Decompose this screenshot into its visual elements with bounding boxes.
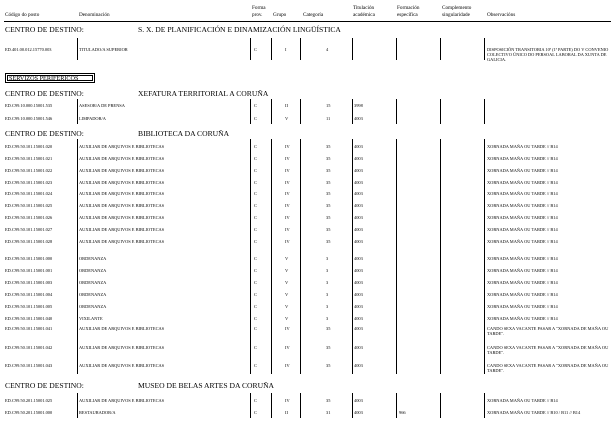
cell-categoria: 3 [326, 292, 329, 297]
column-divider [396, 139, 397, 374]
cell-denominacion: AUXILIAR DE ARQUIVOS E BIBLIOTECAS [79, 345, 165, 350]
cell-code: ED.C99.50.101.15001.043 [5, 363, 53, 368]
cell-observacions: XORNADA MAÑA OU TARDE // B14 [487, 168, 558, 173]
cell-denominacion: ORDENANZA [79, 268, 107, 273]
cell-observacions: XORNADA MAÑA OU TARDE // B14 [487, 215, 558, 220]
cell-denominacion: ORDENANZA [79, 280, 107, 285]
cell-grupo: IV [285, 144, 290, 149]
center-name: XEFATURA TERRITORIAL A CORUÑA [138, 89, 269, 98]
cell-titulacion: 4003 [354, 398, 363, 403]
header-complemento-line1: Complemento [442, 5, 472, 11]
cell-forma: C [254, 292, 257, 297]
cell-grupo: IV [285, 168, 290, 173]
cell-code: ED.C99.10.000.15001.535 [5, 103, 53, 108]
cell-observacions: CANDO SEXA VACANTE PASAR A "XORNADA DE MAÑA OU TARDE". [487, 345, 609, 355]
cell-observacions: XORNADA MAÑA OU TARDE // B14 [487, 268, 558, 273]
cell-grupo: V [285, 292, 289, 297]
cell-observacions: XORNADA MAÑA OU TARDE // B14 [487, 144, 558, 149]
cell-titulacion: 4003 [354, 345, 363, 350]
cell-observacions: CANDO SEXA VACANTE PASAR A "XORNADA DE MAÑA OU TARDE". [487, 326, 609, 336]
cell-grupo: IV [285, 326, 290, 331]
cell-denominacion: AUXILIAR DE ARQUIVOS E BIBLIOTECAS [79, 144, 165, 149]
cell-denominacion: ASESOR/A DE PRENSA [79, 103, 125, 108]
cell-denominacion: ORDENANZA [79, 256, 107, 261]
cell-code: ED.C99.10.000.15001.546 [5, 116, 53, 121]
cell-forma: C [254, 191, 257, 196]
cell-categoria: 35 [326, 326, 331, 331]
cell-forma: C [254, 227, 257, 232]
cell-denominacion: RESTAURADOR/A [79, 410, 116, 415]
column-divider [352, 393, 353, 418]
cell-denominacion: AUXILIAR DE ARQUIVOS E BIBLIOTECAS [79, 203, 165, 208]
cell-categoria: 35 [326, 215, 331, 220]
column-divider [300, 139, 301, 374]
cell-observacions: DISPOSICIÓN TRANSITORIA 10ª (1ª PARTE) DO V CONVENIO COLECTIVO ÚNICO DO PERSOAL LABORAL DA XUNTA DE GALICIA. [487, 47, 609, 62]
cell-code: ED.C99.50.101.15001.022 [5, 168, 53, 173]
cell-forma: C [254, 168, 257, 173]
cell-grupo: IV [285, 398, 290, 403]
cell-titulacion: 4003 [354, 203, 363, 208]
cell-forma: C [254, 203, 257, 208]
cell-forma: C [254, 215, 257, 220]
cell-forma: C [254, 180, 257, 185]
cell-code: ED.C99.50.101.15001.005 [5, 304, 53, 309]
center-label: CENTRO DE DESTINO: [5, 129, 84, 138]
cell-categoria: 3 [326, 316, 329, 321]
column-divider [484, 393, 485, 418]
center-label: CENTRO DE DESTINO: [5, 89, 84, 98]
cell-denominacion: AUXILIAR DE ARQUIVOS E BIBLIOTECAS [79, 326, 165, 331]
cell-observacions: XORNADA MAÑA OU TARDE // B10 / B11 // B14 [487, 410, 581, 415]
cell-grupo: I [285, 47, 287, 52]
cell-code: ED.C99.50.101.15001.001 [5, 268, 53, 273]
column-divider [440, 38, 441, 60]
cell-code: ED.C99.50.101.15001.004 [5, 292, 53, 297]
header-titulacion-line1: Titulación [353, 5, 375, 11]
cell-grupo: IV [285, 191, 290, 196]
cell-forma: C [254, 256, 257, 261]
column-divider [271, 393, 272, 418]
cell-grupo: II [285, 410, 288, 415]
header-complemento-line2: singularidade [442, 12, 470, 18]
cell-forma: C [254, 47, 257, 52]
cell-code: ED.C99.50.201.15001.000 [5, 410, 53, 415]
cell-forma: C [254, 280, 257, 285]
cell-denominacion: AUXILIAR DE ARQUIVOS E BIBLIOTECAS [79, 156, 165, 161]
cell-titulacion: 4003 [354, 116, 363, 121]
column-divider [271, 38, 272, 60]
header-observacions: Observacións [487, 12, 516, 18]
center-heading [5, 381, 274, 390]
cell-observacions: XORNADA MAÑA OU TARDE // B14 [487, 156, 558, 161]
cell-categoria: 35 [326, 191, 331, 196]
cell-denominacion: AUXILIAR DE ARQUIVOS E BIBLIOTECAS [79, 239, 165, 244]
cell-code: ED.C99.50.201.15001.025 [5, 398, 53, 403]
center-name: S. X. DE PLANIFICACIÓN E DINAMIZACIÓN LINGÜÍSTICA [138, 25, 341, 34]
cell-grupo: V [285, 304, 289, 309]
column-divider [484, 38, 485, 60]
column-divider [440, 393, 441, 418]
cell-forma: C [254, 410, 257, 415]
column-divider [271, 139, 272, 374]
center-label: CENTRO DE DESTINO: [5, 25, 84, 34]
cell-forma: C [254, 156, 257, 161]
cell-observacions: XORNADA MAÑA OU TARDE // B14 [487, 180, 558, 185]
cell-formacion: 966 [399, 410, 406, 415]
cell-grupo: IV [285, 363, 290, 368]
center-heading [5, 89, 268, 98]
cell-code: ED.C99.50.101.15001.024 [5, 191, 53, 196]
cell-denominacion: LIMPADOR/A [79, 116, 106, 121]
cell-titulacion: 4003 [354, 239, 363, 244]
cell-code: ED.C99.50.101.15001.027 [5, 227, 53, 232]
column-divider [77, 393, 78, 418]
column-divider [77, 38, 78, 60]
cell-forma: C [254, 116, 257, 121]
cell-code: ED.C99.50.101.15001.042 [5, 345, 53, 350]
column-divider [250, 38, 251, 60]
cell-observacions: XORNADA MAÑA OU TARDE // B14 [487, 316, 558, 321]
header-denominacion: Denominación [79, 12, 110, 18]
column-divider [396, 38, 397, 60]
cell-code: ED.C99.50.101.15001.003 [5, 280, 53, 285]
header-codigo: Código do posto [5, 12, 40, 18]
cell-observacions: XORNADA MAÑA OU TARDE // B14 [487, 398, 558, 403]
center-heading [5, 25, 341, 34]
cell-forma: C [254, 316, 257, 321]
cell-titulacion: 4003 [354, 304, 363, 309]
cell-categoria: 35 [326, 227, 331, 232]
cell-observacions: XORNADA MAÑA OU TARDE // B14 [487, 239, 558, 244]
column-divider [352, 99, 353, 124]
cell-denominacion: AUXILIAR DE ARQUIVOS E BIBLIOTECAS [79, 180, 165, 185]
cell-forma: C [254, 103, 257, 108]
column-divider [396, 99, 397, 124]
column-divider [396, 393, 397, 418]
cell-code: ED.C99.50.101.15001.020 [5, 144, 53, 149]
cell-code: ED.C99.50.101.15001.026 [5, 215, 53, 220]
cell-categoria: 35 [326, 203, 331, 208]
cell-categoria: 35 [326, 398, 331, 403]
header-grupo: Grupo [273, 12, 287, 18]
cell-titulacion: 4003 [354, 316, 363, 321]
header-forma-line1: Forma [252, 5, 266, 11]
cell-titulacion: 4003 [354, 363, 363, 368]
cell-categoria: 35 [326, 345, 331, 350]
cell-observacions: CANDO SEXA VACANTE PASAR A "XORNADA DE MAÑA OU TARDE". [487, 363, 609, 373]
column-divider [77, 99, 78, 124]
cell-denominacion: AUXILIAR DE ARQUIVOS E BIBLIOTECAS [79, 191, 165, 196]
cell-titulacion: 4003 [354, 156, 363, 161]
cell-categoria: 31 [326, 410, 331, 415]
cell-denominacion: AUXILIAR DE ARQUIVOS E BIBLIOTECAS [79, 168, 165, 173]
cell-titulacion: 4003 [354, 227, 363, 232]
cell-forma: C [254, 345, 257, 350]
column-divider [440, 139, 441, 374]
column-divider [250, 139, 251, 374]
cell-categoria: 3 [326, 268, 329, 273]
header-formacion-line1: Formación [397, 5, 420, 11]
cell-forma: C [254, 268, 257, 273]
cell-grupo: IV [285, 227, 290, 232]
cell-code: ED.C99.50.101.15001.028 [5, 239, 53, 244]
cell-code: ED.401.00.012.15770.003 [5, 47, 52, 52]
cell-observacions: XORNADA MAÑA OU TARDE // B14 [487, 304, 558, 309]
header-categoria: Categoría [303, 12, 324, 18]
cell-grupo: IV [285, 239, 290, 244]
column-divider [250, 393, 251, 418]
servizos-box: SERVIZOS PERIFERICOS [5, 73, 95, 83]
cell-titulacion: 4003 [354, 191, 363, 196]
cell-grupo: II [285, 103, 288, 108]
cell-categoria: 4 [326, 47, 329, 52]
cell-grupo: V [285, 256, 289, 261]
column-divider [300, 38, 301, 60]
cell-titulacion: 4003 [354, 144, 363, 149]
column-divider [77, 139, 78, 374]
cell-titulacion: 4003 [354, 292, 363, 297]
cell-grupo: IV [285, 215, 290, 220]
column-divider [271, 99, 272, 124]
column-divider [352, 139, 353, 374]
cell-forma: C [254, 144, 257, 149]
cell-titulacion: 4003 [354, 410, 363, 415]
cell-denominacion: ORDENANZA [79, 304, 107, 309]
cell-observacions: XORNADA MAÑA OU TARDE // B14 [487, 203, 558, 208]
cell-grupo: V [285, 280, 289, 285]
cell-forma: C [254, 239, 257, 244]
cell-categoria: 15 [326, 103, 331, 108]
column-divider [484, 139, 485, 374]
cell-forma: C [254, 363, 257, 368]
cell-denominacion: AUXILIAR DE ARQUIVOS E BIBLIOTECAS [79, 398, 165, 403]
center-name: MUSEO DE BELAS ARTES DA CORUÑA [138, 381, 275, 390]
cell-titulacion: 4003 [354, 215, 363, 220]
cell-grupo: V [285, 316, 289, 321]
cell-forma: C [254, 326, 257, 331]
cell-grupo: V [285, 116, 289, 121]
column-divider [440, 99, 441, 124]
column-divider [484, 99, 485, 124]
cell-denominacion: ORDENANZA [79, 292, 107, 297]
cell-observacions: XORNADA MAÑA OU TARDE // B14 [487, 256, 558, 261]
cell-observacions: XORNADA MAÑA OU TARDE // B14 [487, 227, 558, 232]
center-heading [5, 129, 229, 138]
cell-denominacion: AUXILIAR DE ARQUIVOS E BIBLIOTECAS [79, 363, 165, 368]
cell-denominacion: AUXILIAR DE ARQUIVOS E BIBLIOTECAS [79, 227, 165, 232]
cell-categoria: 3 [326, 256, 329, 261]
header-rule [4, 21, 611, 22]
column-divider [300, 99, 301, 124]
cell-forma: C [254, 304, 257, 309]
cell-categoria: 3 [326, 304, 329, 309]
center-name: BIBLIOTECA DA CORUÑA [138, 129, 230, 138]
column-divider [352, 38, 353, 60]
cell-denominacion: AUXILIAR DE ARQUIVOS E BIBLIOTECAS [79, 215, 165, 220]
cell-denominacion: TITULADO/A SUPERIOR [79, 47, 128, 52]
cell-code: ED.C99.50.101.15001.025 [5, 203, 53, 208]
column-divider [300, 393, 301, 418]
cell-categoria: 35 [326, 156, 331, 161]
header-formacion-line2: específica [397, 12, 418, 18]
cell-forma: C [254, 398, 257, 403]
cell-categoria: 35 [326, 363, 331, 368]
cell-code: ED.C99.50.101.15001.023 [5, 180, 53, 185]
cell-observacions: XORNADA MAÑA OU TARDE // B14 [487, 280, 558, 285]
cell-titulacion: 4003 [354, 180, 363, 185]
cell-categoria: 35 [326, 239, 331, 244]
cell-grupo: IV [285, 180, 290, 185]
cell-categoria: 3 [326, 280, 329, 285]
cell-code: ED.C99.50.101.15001.040 [5, 316, 53, 321]
cell-titulacion: 3998 [354, 103, 363, 108]
cell-observacions: XORNADA MAÑA OU TARDE // B14 [487, 191, 558, 196]
cell-denominacion: VIXILANTE [79, 316, 103, 321]
cell-categoria: 35 [326, 168, 331, 173]
center-label: CENTRO DE DESTINO: [5, 381, 84, 390]
cell-categoria: 11 [326, 116, 331, 121]
cell-grupo: IV [285, 156, 290, 161]
cell-titulacion: 4003 [354, 268, 363, 273]
cell-categoria: 35 [326, 144, 331, 149]
cell-grupo: IV [285, 203, 290, 208]
cell-grupo: V [285, 268, 289, 273]
cell-code: ED.C99.50.101.15001.021 [5, 156, 53, 161]
column-divider [250, 99, 251, 124]
cell-titulacion: 4003 [354, 256, 363, 261]
cell-code: ED.C99.50.101.15001.041 [5, 326, 53, 331]
header-titulacion-line2: académica [353, 12, 375, 18]
header-forma-line2: prov. [252, 12, 263, 18]
cell-grupo: IV [285, 345, 290, 350]
cell-categoria: 35 [326, 180, 331, 185]
cell-titulacion: 4003 [354, 280, 363, 285]
cell-code: ED.C99.50.101.15001.000 [5, 256, 53, 261]
cell-titulacion: 4003 [354, 326, 363, 331]
cell-titulacion: 4003 [354, 168, 363, 173]
cell-observacions: XORNADA MAÑA OU TARDE // B14 [487, 292, 558, 297]
